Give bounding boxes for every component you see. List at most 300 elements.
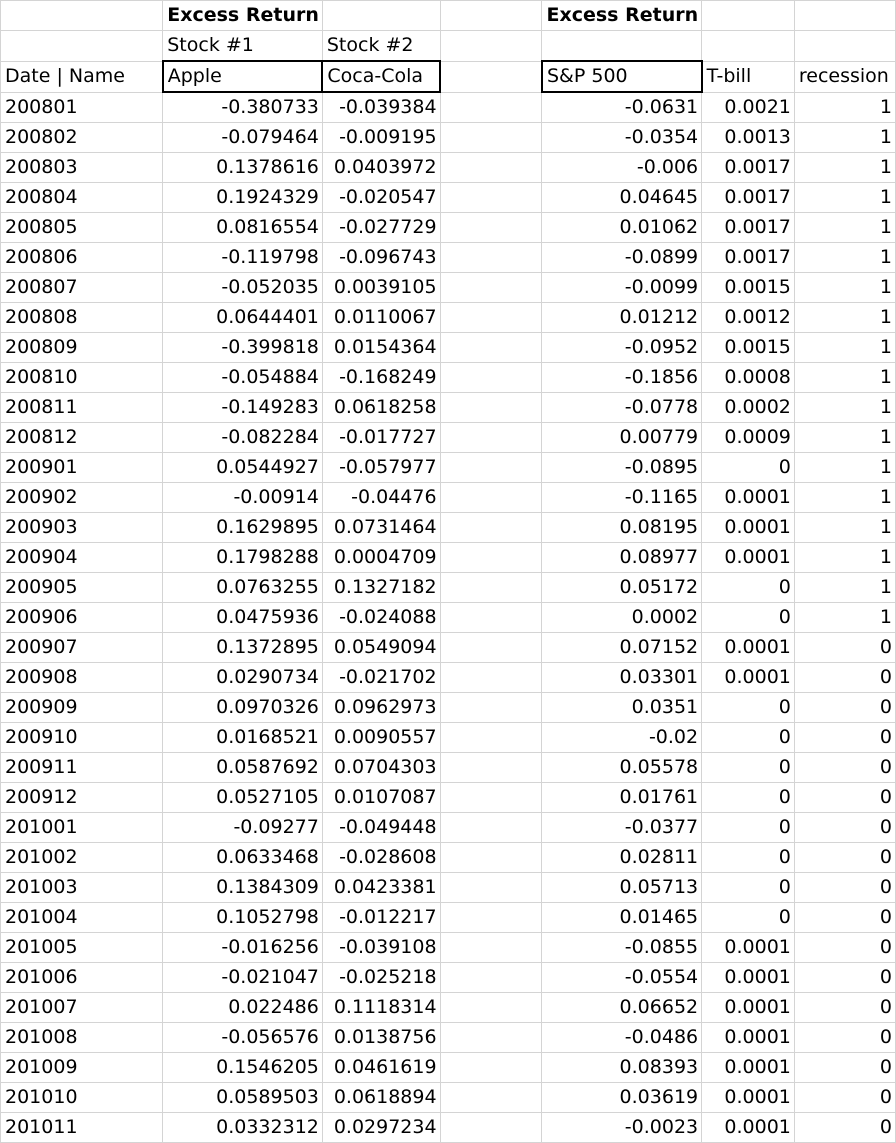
header-date-name[interactable]: Date | Name (1, 61, 163, 92)
date-cell[interactable]: 201009 (1, 1053, 163, 1083)
tbill-cell[interactable]: 0.0015 (702, 333, 795, 363)
sp500-cell[interactable]: 0.01465 (542, 903, 702, 933)
date-cell[interactable]: 201008 (1, 1023, 163, 1053)
tbill-cell[interactable]: 0.0001 (702, 483, 795, 513)
recession-cell[interactable]: 1 (794, 123, 895, 153)
empty-cell[interactable] (440, 573, 542, 603)
recession-cell[interactable]: 0 (794, 933, 895, 963)
header-excess-return-left[interactable]: Excess Return (163, 1, 323, 31)
apple-cell[interactable]: 0.0332312 (163, 1113, 323, 1143)
sp500-cell[interactable]: 0.08195 (542, 513, 702, 543)
apple-cell[interactable]: 0.1546205 (163, 1053, 323, 1083)
date-cell[interactable]: 201001 (1, 813, 163, 843)
table-row (1, 483, 896, 513)
tbill-cell[interactable]: 0 (702, 873, 795, 903)
empty-cell[interactable] (440, 153, 542, 183)
sp500-cell[interactable]: 0.01761 (542, 783, 702, 813)
apple-cell[interactable]: -0.016256 (163, 933, 323, 963)
cell[interactable] (440, 61, 542, 92)
date-cell[interactable]: 200806 (1, 243, 163, 273)
date-cell[interactable]: 200905 (1, 573, 163, 603)
cell[interactable] (702, 1, 795, 31)
date-cell[interactable]: 200901 (1, 453, 163, 483)
empty-cell[interactable] (440, 993, 542, 1023)
recession-cell[interactable]: 1 (794, 303, 895, 333)
coca-cola-cell[interactable]: -0.049448 (322, 813, 440, 843)
apple-cell[interactable]: 0.0633468 (163, 843, 323, 873)
tbill-cell[interactable]: 0 (702, 723, 795, 753)
empty-cell[interactable] (440, 92, 542, 123)
header-tbill[interactable]: T-bill (702, 61, 795, 92)
sp500-cell[interactable]: 0.08393 (542, 1053, 702, 1083)
sp500-cell[interactable]: -0.0855 (542, 933, 702, 963)
header-stock1[interactable]: Stock #1 (163, 31, 323, 62)
empty-cell[interactable] (440, 183, 542, 213)
sp500-cell[interactable]: -0.1856 (542, 363, 702, 393)
table-row (1, 693, 896, 723)
recession-cell[interactable]: 1 (794, 153, 895, 183)
empty-cell[interactable] (440, 1113, 542, 1143)
tbill-cell[interactable]: 0.0008 (702, 363, 795, 393)
table-row (1, 153, 896, 183)
apple-cell[interactable]: 0.0970326 (163, 693, 323, 723)
apple-cell[interactable]: 0.0587692 (163, 753, 323, 783)
date-cell[interactable]: 201004 (1, 903, 163, 933)
coca-cola-cell[interactable]: -0.168249 (322, 363, 440, 393)
table-row (1, 633, 896, 663)
sp500-cell[interactable]: -0.0631 (542, 92, 702, 123)
sp500-cell[interactable]: 0.04645 (542, 183, 702, 213)
recession-cell[interactable]: 1 (794, 363, 895, 393)
empty-cell[interactable] (440, 363, 542, 393)
table-row (1, 1023, 896, 1053)
apple-cell[interactable]: -0.380733 (163, 92, 323, 123)
tbill-cell[interactable]: 0.0015 (702, 273, 795, 303)
cell[interactable] (1, 1, 163, 31)
apple-cell[interactable]: 0.0168521 (163, 723, 323, 753)
tbill-cell[interactable]: 0 (702, 453, 795, 483)
cell[interactable] (794, 1, 895, 31)
empty-cell[interactable] (440, 903, 542, 933)
apple-cell[interactable]: 0.0527105 (163, 783, 323, 813)
header-row-1 (1, 1, 896, 31)
sp500-cell[interactable]: 0.08977 (542, 543, 702, 573)
table-row (1, 1053, 896, 1083)
coca-cola-cell[interactable]: 0.0154364 (322, 333, 440, 363)
date-cell[interactable]: 200811 (1, 393, 163, 423)
date-cell[interactable]: 200911 (1, 753, 163, 783)
sp500-cell[interactable]: -0.0354 (542, 123, 702, 153)
table-row (1, 1083, 896, 1113)
sp500-cell[interactable]: 0.00779 (542, 423, 702, 453)
sp500-cell[interactable]: -0.0952 (542, 333, 702, 363)
apple-cell[interactable]: 0.1052798 (163, 903, 323, 933)
recession-cell[interactable]: 0 (794, 873, 895, 903)
cell[interactable] (322, 1, 440, 31)
sp500-cell[interactable]: -0.0377 (542, 813, 702, 843)
coca-cola-cell[interactable]: 0.0039105 (322, 273, 440, 303)
coca-cola-cell[interactable]: 0.0297234 (322, 1113, 440, 1143)
header-sp500[interactable]: S&P 500 (542, 61, 702, 92)
header-stock2[interactable]: Stock #2 (322, 31, 440, 62)
cell[interactable] (440, 31, 542, 62)
date-cell[interactable]: 200810 (1, 363, 163, 393)
coca-cola-cell[interactable]: -0.025218 (322, 963, 440, 993)
apple-cell[interactable]: -0.054884 (163, 363, 323, 393)
apple-cell[interactable]: 0.0763255 (163, 573, 323, 603)
table-row (1, 393, 896, 423)
empty-cell[interactable] (440, 933, 542, 963)
tbill-cell[interactable]: 0 (702, 693, 795, 723)
recession-cell[interactable]: 0 (794, 723, 895, 753)
date-cell[interactable]: 200807 (1, 273, 163, 303)
table-row (1, 933, 896, 963)
apple-cell[interactable]: -0.399818 (163, 333, 323, 363)
apple-cell[interactable]: 0.1798288 (163, 543, 323, 573)
recession-cell[interactable]: 0 (794, 903, 895, 933)
tbill-cell[interactable]: 0 (702, 753, 795, 783)
coca-cola-cell[interactable]: -0.017727 (322, 423, 440, 453)
table-row (1, 423, 896, 453)
empty-cell[interactable] (440, 1053, 542, 1083)
coca-cola-cell[interactable]: 0.0004709 (322, 543, 440, 573)
recession-cell[interactable]: 1 (794, 92, 895, 123)
empty-cell[interactable] (440, 1083, 542, 1113)
empty-cell[interactable] (440, 753, 542, 783)
recession-cell[interactable]: 1 (794, 213, 895, 243)
coca-cola-cell[interactable]: 0.1327182 (322, 573, 440, 603)
tbill-cell[interactable]: 0 (702, 603, 795, 633)
empty-cell[interactable] (440, 513, 542, 543)
apple-cell[interactable]: -0.056576 (163, 1023, 323, 1053)
sp500-cell[interactable]: 0.05578 (542, 753, 702, 783)
apple-cell[interactable]: 0.0589503 (163, 1083, 323, 1113)
sp500-cell[interactable]: -0.0899 (542, 243, 702, 273)
empty-cell[interactable] (440, 813, 542, 843)
sp500-cell[interactable]: -0.0554 (542, 963, 702, 993)
coca-cola-cell[interactable]: -0.04476 (322, 483, 440, 513)
recession-cell[interactable]: 0 (794, 1113, 895, 1143)
sp500-cell[interactable]: -0.02 (542, 723, 702, 753)
header-recession[interactable]: recession (794, 61, 895, 92)
date-cell[interactable]: 201003 (1, 873, 163, 903)
coca-cola-cell[interactable]: 0.0107087 (322, 783, 440, 813)
tbill-cell[interactable]: 0.0001 (702, 663, 795, 693)
coca-cola-cell[interactable]: 0.0423381 (322, 873, 440, 903)
coca-cola-cell[interactable]: 0.0090557 (322, 723, 440, 753)
apple-cell[interactable]: 0.0475936 (163, 603, 323, 633)
recession-cell[interactable]: 1 (794, 423, 895, 453)
recession-cell[interactable]: 0 (794, 963, 895, 993)
coca-cola-cell[interactable]: -0.028608 (322, 843, 440, 873)
tbill-cell[interactable]: 0.0009 (702, 423, 795, 453)
tbill-cell[interactable]: 0.0001 (702, 1083, 795, 1113)
date-cell[interactable]: 200909 (1, 693, 163, 723)
table-row (1, 903, 896, 933)
date-cell[interactable]: 201006 (1, 963, 163, 993)
recession-cell[interactable]: 1 (794, 453, 895, 483)
sp500-cell[interactable]: 0.01062 (542, 213, 702, 243)
date-cell[interactable]: 200906 (1, 603, 163, 633)
recession-cell[interactable]: 1 (794, 543, 895, 573)
sp500-cell[interactable]: 0.01212 (542, 303, 702, 333)
coca-cola-cell[interactable]: 0.0618258 (322, 393, 440, 423)
empty-cell[interactable] (440, 213, 542, 243)
date-cell[interactable]: 201010 (1, 1083, 163, 1113)
table-row (1, 573, 896, 603)
recession-cell[interactable]: 0 (794, 1053, 895, 1083)
recession-cell[interactable]: 0 (794, 993, 895, 1023)
tbill-cell[interactable]: 0.0001 (702, 633, 795, 663)
coca-cola-cell[interactable]: -0.039108 (322, 933, 440, 963)
recession-cell[interactable]: 1 (794, 603, 895, 633)
apple-cell[interactable]: 0.1378616 (163, 153, 323, 183)
empty-cell[interactable] (440, 303, 542, 333)
table-row (1, 92, 896, 123)
coca-cola-cell[interactable]: -0.021702 (322, 663, 440, 693)
table-row (1, 273, 896, 303)
date-cell[interactable]: 200804 (1, 183, 163, 213)
date-cell[interactable]: 200908 (1, 663, 163, 693)
coca-cola-cell[interactable]: -0.012217 (322, 903, 440, 933)
coca-cola-cell[interactable]: 0.0461619 (322, 1053, 440, 1083)
header-row-2 (1, 31, 896, 62)
recession-cell[interactable]: 0 (794, 813, 895, 843)
table-row (1, 813, 896, 843)
date-cell[interactable]: 200903 (1, 513, 163, 543)
empty-cell[interactable] (440, 663, 542, 693)
date-cell[interactable]: 200907 (1, 633, 163, 663)
apple-cell[interactable]: -0.09277 (163, 813, 323, 843)
apple-cell[interactable]: 0.0644401 (163, 303, 323, 333)
tbill-cell[interactable]: 0.0001 (702, 1053, 795, 1083)
table-row (1, 783, 896, 813)
coca-cola-cell[interactable]: -0.096743 (322, 243, 440, 273)
recession-cell[interactable]: 0 (794, 663, 895, 693)
empty-cell[interactable] (440, 273, 542, 303)
sp500-cell[interactable]: 0.03301 (542, 663, 702, 693)
tbill-cell[interactable]: 0.0001 (702, 1113, 795, 1143)
sp500-cell[interactable]: -0.1165 (542, 483, 702, 513)
tbill-cell[interactable]: 0 (702, 813, 795, 843)
empty-cell[interactable] (440, 873, 542, 903)
tbill-cell[interactable]: 0 (702, 573, 795, 603)
empty-cell[interactable] (440, 1023, 542, 1053)
recession-cell[interactable]: 1 (794, 273, 895, 303)
table-row (1, 603, 896, 633)
sp500-cell[interactable]: 0.07152 (542, 633, 702, 663)
recession-cell[interactable]: 0 (794, 843, 895, 873)
table-row (1, 213, 896, 243)
date-cell[interactable]: 201005 (1, 933, 163, 963)
empty-cell[interactable] (440, 393, 542, 423)
date-cell[interactable]: 200805 (1, 213, 163, 243)
table-row (1, 123, 896, 153)
coca-cola-cell[interactable]: 0.1118314 (322, 993, 440, 1023)
coca-cola-cell[interactable]: -0.057977 (322, 453, 440, 483)
empty-cell[interactable] (440, 483, 542, 513)
tbill-cell[interactable]: 0.0017 (702, 183, 795, 213)
table-row (1, 513, 896, 543)
date-cell[interactable]: 200809 (1, 333, 163, 363)
coca-cola-cell[interactable]: -0.024088 (322, 603, 440, 633)
recession-cell[interactable]: 1 (794, 333, 895, 363)
date-cell[interactable]: 201011 (1, 1113, 163, 1143)
recession-cell[interactable]: 1 (794, 513, 895, 543)
sp500-cell[interactable]: -0.0099 (542, 273, 702, 303)
tbill-cell[interactable]: 0.0001 (702, 963, 795, 993)
apple-cell[interactable]: -0.119798 (163, 243, 323, 273)
sp500-cell[interactable]: 0.0002 (542, 603, 702, 633)
tbill-cell[interactable]: 0.0021 (702, 92, 795, 123)
coca-cola-cell[interactable]: -0.027729 (322, 213, 440, 243)
sp500-cell[interactable]: -0.0486 (542, 1023, 702, 1053)
coca-cola-cell[interactable]: 0.0403972 (322, 153, 440, 183)
date-cell[interactable]: 200803 (1, 153, 163, 183)
table-row (1, 723, 896, 753)
empty-cell[interactable] (440, 333, 542, 363)
apple-cell[interactable]: 0.0816554 (163, 213, 323, 243)
tbill-cell[interactable]: 0.0013 (702, 123, 795, 153)
recession-cell[interactable]: 0 (794, 753, 895, 783)
table-row (1, 873, 896, 903)
tbill-cell[interactable]: 0.0017 (702, 243, 795, 273)
date-cell[interactable]: 200812 (1, 423, 163, 453)
sp500-cell[interactable]: 0.03619 (542, 1083, 702, 1113)
tbill-cell[interactable]: 0.0017 (702, 153, 795, 183)
apple-cell[interactable]: 0.0290734 (163, 663, 323, 693)
coca-cola-cell[interactable]: 0.0731464 (322, 513, 440, 543)
apple-cell[interactable]: 0.1384309 (163, 873, 323, 903)
table-row (1, 663, 896, 693)
empty-cell[interactable] (440, 123, 542, 153)
table-row (1, 963, 896, 993)
sp500-cell[interactable]: -0.0023 (542, 1113, 702, 1143)
coca-cola-cell[interactable]: 0.0962973 (322, 693, 440, 723)
recession-cell[interactable]: 1 (794, 243, 895, 273)
recession-cell[interactable]: 0 (794, 693, 895, 723)
tbill-cell[interactable]: 0.0001 (702, 1023, 795, 1053)
header-apple[interactable]: Apple (163, 61, 323, 92)
coca-cola-cell[interactable]: 0.0110067 (322, 303, 440, 333)
empty-cell[interactable] (440, 843, 542, 873)
recession-cell[interactable]: 0 (794, 1023, 895, 1053)
empty-cell[interactable] (440, 543, 542, 573)
table-row (1, 183, 896, 213)
table-row (1, 453, 896, 483)
recession-cell[interactable]: 1 (794, 183, 895, 213)
date-cell[interactable]: 201002 (1, 843, 163, 873)
header-row-3 (1, 61, 896, 92)
apple-cell[interactable]: 0.1372895 (163, 633, 323, 663)
tbill-cell[interactable]: 0.0001 (702, 993, 795, 1023)
apple-cell[interactable]: 0.1629895 (163, 513, 323, 543)
recession-cell[interactable]: 1 (794, 573, 895, 603)
coca-cola-cell[interactable]: 0.0618894 (322, 1083, 440, 1113)
empty-cell[interactable] (440, 723, 542, 753)
date-cell[interactable]: 200910 (1, 723, 163, 753)
sp500-cell[interactable]: 0.05172 (542, 573, 702, 603)
tbill-cell[interactable]: 0.0017 (702, 213, 795, 243)
tbill-cell[interactable]: 0.0002 (702, 393, 795, 423)
recession-cell[interactable]: 1 (794, 483, 895, 513)
apple-cell[interactable]: 0.1924329 (163, 183, 323, 213)
sp500-cell[interactable]: -0.006 (542, 153, 702, 183)
recession-cell[interactable]: 0 (794, 783, 895, 813)
recession-cell[interactable]: 1 (794, 393, 895, 423)
tbill-cell[interactable]: 0.0012 (702, 303, 795, 333)
coca-cola-cell[interactable]: -0.020547 (322, 183, 440, 213)
cell[interactable] (794, 31, 895, 62)
apple-cell[interactable]: -0.00914 (163, 483, 323, 513)
empty-cell[interactable] (440, 603, 542, 633)
empty-cell[interactable] (440, 453, 542, 483)
coca-cola-cell[interactable]: 0.0549094 (322, 633, 440, 663)
date-cell[interactable]: 201007 (1, 993, 163, 1023)
header-coca-cola[interactable]: Coca-Cola (322, 61, 440, 92)
header-excess-return-right[interactable]: Excess Return (542, 1, 702, 31)
tbill-cell[interactable]: 0 (702, 783, 795, 813)
tbill-cell[interactable]: 0.0001 (702, 543, 795, 573)
date-cell[interactable]: 200801 (1, 92, 163, 123)
sp500-cell[interactable]: 0.06652 (542, 993, 702, 1023)
coca-cola-cell[interactable]: -0.009195 (322, 123, 440, 153)
sp500-cell[interactable]: 0.02811 (542, 843, 702, 873)
table-row (1, 993, 896, 1023)
empty-cell[interactable] (440, 633, 542, 663)
date-cell[interactable]: 200808 (1, 303, 163, 333)
empty-cell[interactable] (440, 963, 542, 993)
apple-cell[interactable]: -0.149283 (163, 393, 323, 423)
apple-cell[interactable]: -0.052035 (163, 273, 323, 303)
sp500-cell[interactable]: 0.0351 (542, 693, 702, 723)
recession-cell[interactable]: 0 (794, 633, 895, 663)
coca-cola-cell[interactable]: 0.0704303 (322, 753, 440, 783)
coca-cola-cell[interactable]: 0.0138756 (322, 1023, 440, 1053)
apple-cell[interactable]: -0.079464 (163, 123, 323, 153)
tbill-cell[interactable]: 0 (702, 903, 795, 933)
date-cell[interactable]: 200802 (1, 123, 163, 153)
apple-cell[interactable]: 0.022486 (163, 993, 323, 1023)
coca-cola-cell[interactable]: -0.039384 (322, 92, 440, 123)
date-cell[interactable]: 200904 (1, 543, 163, 573)
cell[interactable] (1, 31, 163, 62)
apple-cell[interactable]: -0.082284 (163, 423, 323, 453)
cell[interactable] (542, 31, 702, 62)
cell[interactable] (440, 1, 542, 31)
tbill-cell[interactable]: 0.0001 (702, 933, 795, 963)
table-row (1, 333, 896, 363)
table-row (1, 843, 896, 873)
sp500-cell[interactable]: -0.0778 (542, 393, 702, 423)
table-row (1, 543, 896, 573)
empty-cell[interactable] (440, 243, 542, 273)
empty-cell[interactable] (440, 423, 542, 453)
apple-cell[interactable]: 0.0544927 (163, 453, 323, 483)
tbill-cell[interactable]: 0 (702, 843, 795, 873)
empty-cell[interactable] (440, 693, 542, 723)
sp500-cell[interactable]: 0.05713 (542, 873, 702, 903)
apple-cell[interactable]: -0.021047 (163, 963, 323, 993)
empty-cell[interactable] (440, 783, 542, 813)
date-cell[interactable]: 200902 (1, 483, 163, 513)
tbill-cell[interactable]: 0.0001 (702, 513, 795, 543)
date-cell[interactable]: 200912 (1, 783, 163, 813)
recession-cell[interactable]: 0 (794, 1083, 895, 1113)
sp500-cell[interactable]: -0.0895 (542, 453, 702, 483)
cell[interactable] (702, 31, 795, 62)
table-row (1, 753, 896, 783)
